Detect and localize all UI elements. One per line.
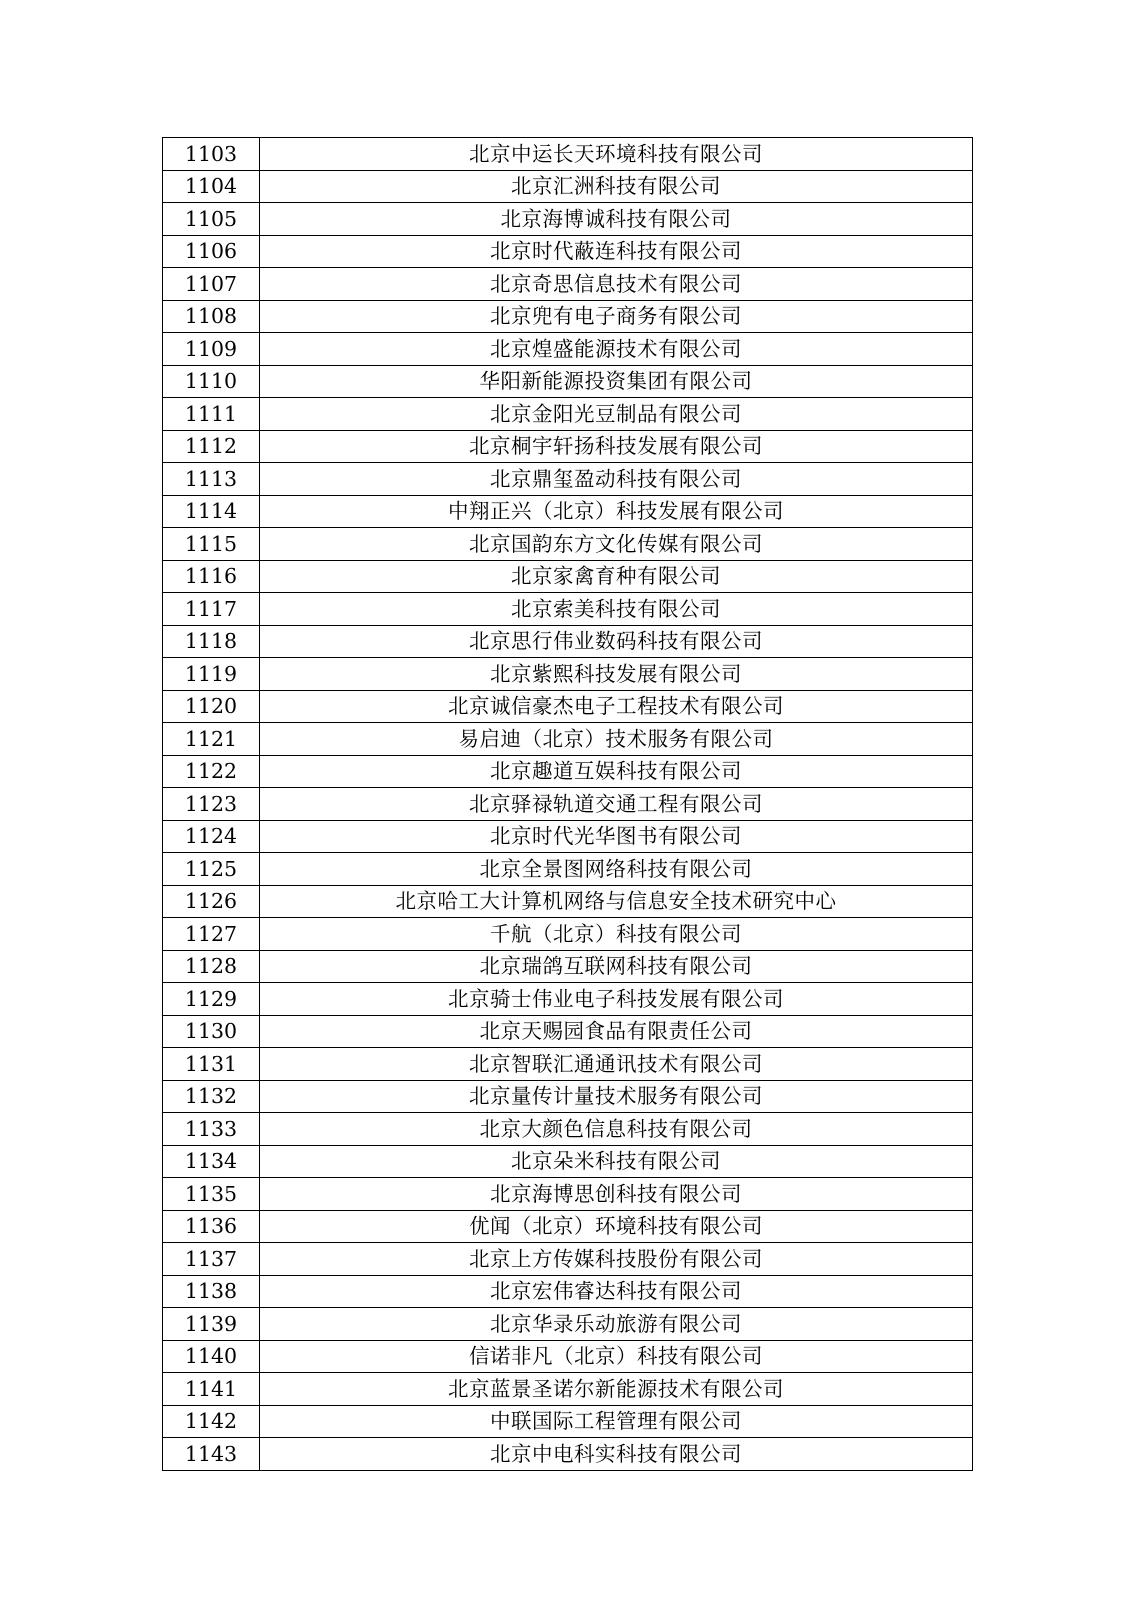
row-number-cell: 1116 [163,560,260,593]
company-name-cell: 北京量传计量技术服务有限公司 [260,1080,973,1113]
table-row [163,495,973,528]
row-number-cell: 1132 [163,1080,260,1113]
company-name-cell: 北京兜有电子商务有限公司 [260,300,973,333]
row-number-cell: 1113 [163,463,260,496]
table-row [163,723,973,756]
company-name-cell: 华阳新能源投资集团有限公司 [260,365,973,398]
company-name-cell: 北京瑞鸽互联网科技有限公司 [260,950,973,983]
table-row [163,625,973,658]
table-row [163,1113,973,1146]
row-number-cell: 1135 [163,1178,260,1211]
company-name-cell: 优闻（北京）环境科技有限公司 [260,1210,973,1243]
row-number-cell: 1103 [163,138,260,171]
company-name-cell: 北京华录乐动旅游有限公司 [260,1308,973,1341]
row-number-cell: 1137 [163,1243,260,1276]
row-number-cell: 1105 [163,203,260,236]
company-list-table [162,137,973,1471]
company-name-cell: 北京海博诚科技有限公司 [260,203,973,236]
row-number-cell: 1119 [163,658,260,691]
row-number-cell: 1133 [163,1113,260,1146]
company-name-cell: 北京骑士伟业电子科技发展有限公司 [260,983,973,1016]
table-row [163,593,973,626]
row-number-cell: 1117 [163,593,260,626]
company-name-cell: 北京天赐园食品有限责任公司 [260,1015,973,1048]
table-row [163,138,973,171]
company-name-cell: 北京紫熙科技发展有限公司 [260,658,973,691]
table-row [163,1145,973,1178]
table-row [163,365,973,398]
company-name-cell: 北京金阳光豆制品有限公司 [260,398,973,431]
row-number-cell: 1130 [163,1015,260,1048]
company-name-cell: 北京海博思创科技有限公司 [260,1178,973,1211]
table-row [163,235,973,268]
row-number-cell: 1140 [163,1340,260,1373]
row-number-cell: 1128 [163,950,260,983]
table-row [163,170,973,203]
company-name-cell: 中联国际工程管理有限公司 [260,1405,973,1438]
table-row [163,658,973,691]
table-row [163,333,973,366]
table-row [163,1340,973,1373]
row-number-cell: 1123 [163,788,260,821]
company-name-cell: 北京蓝景圣诺尔新能源技术有限公司 [260,1373,973,1406]
company-name-cell: 北京中运长天环境科技有限公司 [260,138,973,171]
table-row [163,950,973,983]
company-name-cell: 千航（北京）科技有限公司 [260,918,973,951]
row-number-cell: 1108 [163,300,260,333]
row-number-cell: 1120 [163,690,260,723]
company-name-cell: 北京哈工大计算机网络与信息安全技术研究中心 [260,885,973,918]
row-number-cell: 1115 [163,528,260,561]
company-name-cell: 北京国韵东方文化传媒有限公司 [260,528,973,561]
table-row [163,560,973,593]
company-name-cell: 北京时代光华图书有限公司 [260,820,973,853]
table-row [163,885,973,918]
row-number-cell: 1118 [163,625,260,658]
company-name-cell: 北京大颜色信息科技有限公司 [260,1113,973,1146]
table-row [163,1210,973,1243]
table-row [163,528,973,561]
table-row [163,1308,973,1341]
row-number-cell: 1142 [163,1405,260,1438]
company-name-cell: 北京汇洲科技有限公司 [260,170,973,203]
company-name-cell: 北京驿禄轨道交通工程有限公司 [260,788,973,821]
row-number-cell: 1110 [163,365,260,398]
row-number-cell: 1136 [163,1210,260,1243]
row-number-cell: 1112 [163,430,260,463]
table-row [163,918,973,951]
table-row [163,983,973,1016]
company-name-cell: 北京趣道互娱科技有限公司 [260,755,973,788]
row-number-cell: 1111 [163,398,260,431]
row-number-cell: 1125 [163,853,260,886]
row-number-cell: 1114 [163,495,260,528]
company-name-cell: 北京桐宇轩扬科技发展有限公司 [260,430,973,463]
row-number-cell: 1126 [163,885,260,918]
table-row [163,853,973,886]
table-row [163,203,973,236]
table-body [163,138,973,1471]
row-number-cell: 1109 [163,333,260,366]
table-row [163,820,973,853]
row-number-cell: 1127 [163,918,260,951]
company-name-cell: 北京奇思信息技术有限公司 [260,268,973,301]
row-number-cell: 1106 [163,235,260,268]
row-number-cell: 1141 [163,1373,260,1406]
company-name-cell: 北京朵米科技有限公司 [260,1145,973,1178]
company-name-cell: 北京煌盛能源技术有限公司 [260,333,973,366]
table-row [163,430,973,463]
table-row [163,1080,973,1113]
row-number-cell: 1121 [163,723,260,756]
table-row [163,788,973,821]
table-row [163,1438,973,1471]
table-row [163,1405,973,1438]
table-row [163,1178,973,1211]
row-number-cell: 1138 [163,1275,260,1308]
row-number-cell: 1143 [163,1438,260,1471]
company-name-cell: 信诺非凡（北京）科技有限公司 [260,1340,973,1373]
table-row [163,1243,973,1276]
company-name-cell: 北京索美科技有限公司 [260,593,973,626]
company-name-cell: 北京中电科实科技有限公司 [260,1438,973,1471]
row-number-cell: 1122 [163,755,260,788]
row-number-cell: 1104 [163,170,260,203]
row-number-cell: 1107 [163,268,260,301]
table-row [163,463,973,496]
table-row [163,300,973,333]
company-name-cell: 北京上方传媒科技股份有限公司 [260,1243,973,1276]
table-row [163,268,973,301]
company-name-cell: 北京全景图网络科技有限公司 [260,853,973,886]
row-number-cell: 1129 [163,983,260,1016]
table-row [163,1048,973,1081]
row-number-cell: 1134 [163,1145,260,1178]
table-row [163,1015,973,1048]
table-row [163,690,973,723]
company-name-cell: 中翔正兴（北京）科技发展有限公司 [260,495,973,528]
row-number-cell: 1124 [163,820,260,853]
table-row [163,755,973,788]
company-name-cell: 北京思行伟业数码科技有限公司 [260,625,973,658]
company-name-cell: 北京诚信豪杰电子工程技术有限公司 [260,690,973,723]
company-name-cell: 北京宏伟睿达科技有限公司 [260,1275,973,1308]
company-name-cell: 北京智联汇通通讯技术有限公司 [260,1048,973,1081]
company-name-cell: 易启迪（北京）技术服务有限公司 [260,723,973,756]
table-row [163,1275,973,1308]
table-row [163,1373,973,1406]
table-row [163,398,973,431]
row-number-cell: 1139 [163,1308,260,1341]
company-name-cell: 北京家禽育种有限公司 [260,560,973,593]
row-number-cell: 1131 [163,1048,260,1081]
company-name-cell: 北京鼎玺盈动科技有限公司 [260,463,973,496]
company-name-cell: 北京时代蔽连科技有限公司 [260,235,973,268]
